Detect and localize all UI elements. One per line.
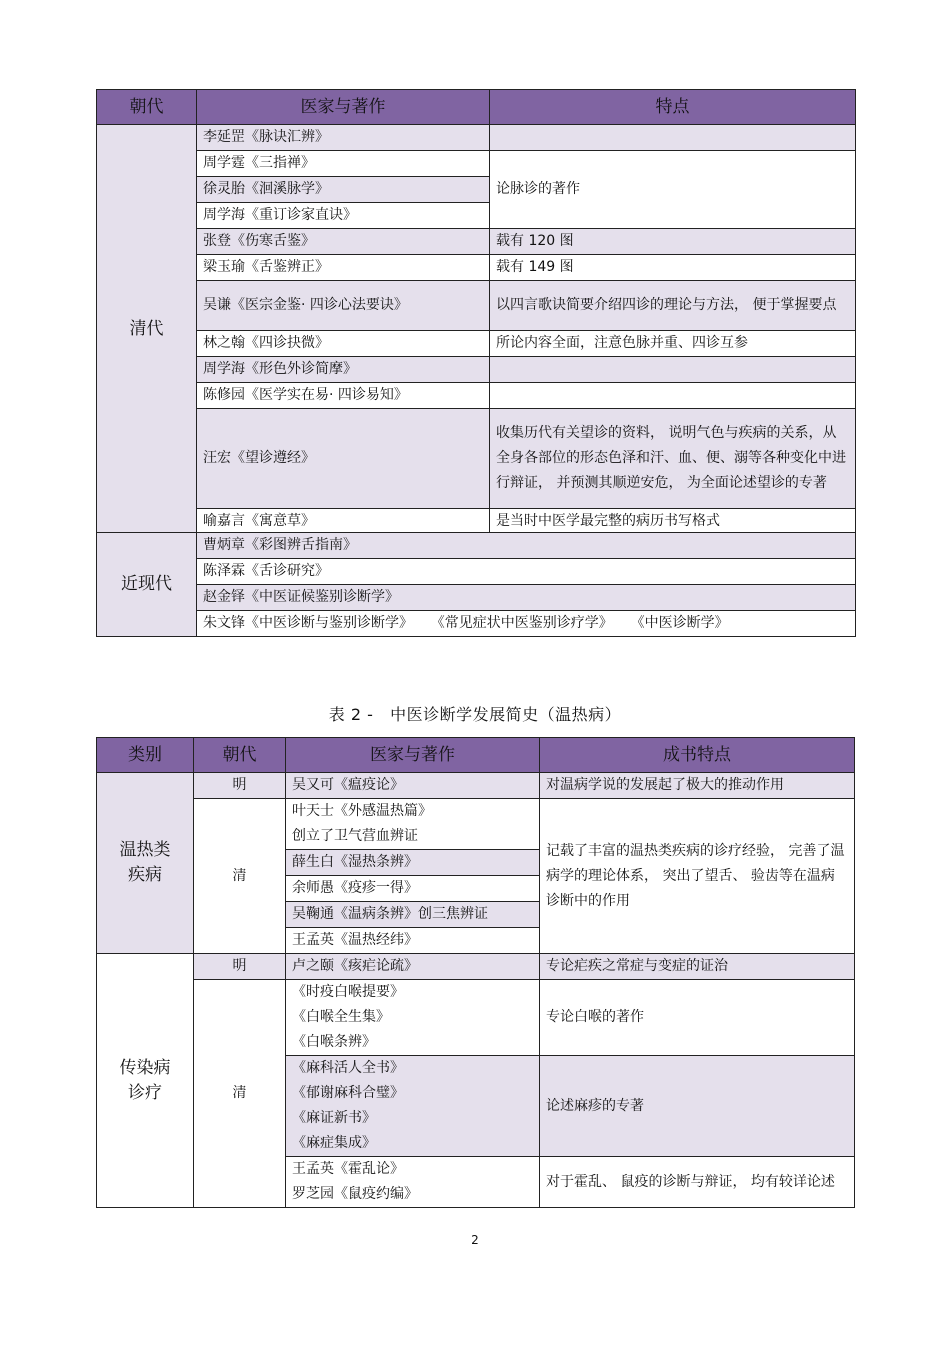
table-cell-feature: 对于霍乱、 鼠疫的诊断与辩证， 均有较详论述 [540,1157,855,1208]
table-cell-work: 周学海《形色外诊简摩》 [197,357,490,383]
table-cell-work: 吴谦《医宗金鉴· 四诊心法要诀》 [197,281,490,331]
dynasty-modern-cell: 近现代 [97,533,197,637]
table-cell-work: 张登《伤寒舌鉴》 [197,229,490,255]
header-book-features: 成书特点 [540,738,855,773]
table-cell-feature: 收集历代有关望诊的资料， 说明气色与疾病的关系，从全身各部位的形态色泽和汗、血、便、溺等各种变化中进行辩证， 并预测其顺逆安危， 为全面论述望诊的专著 [490,409,856,509]
table-cell-work: 余师愚《疫疹一得》 [286,876,540,902]
table-cell-work: 周学海《重订诊家直诀》 [197,203,490,229]
table-qing-modern [96,89,856,535]
table-cell-work-group [286,1157,540,1208]
table-cell-work: 薛生白《湿热条辨》 [286,850,540,876]
work-line: 《麻症集成》 [292,1135,376,1151]
category-warm-disease [97,773,194,954]
work-line: 罗芝园《鼠疫约编》 [292,1186,418,1202]
table2-header-row [97,738,855,773]
work-line: 《麻科活人全书》 [292,1060,404,1076]
table-cell-work: 喻嘉言《寓意草》 [197,509,490,535]
category-line: 温热类 [119,840,171,860]
work-line: 王孟英《霍乱论》 [292,1161,404,1177]
table-cell-feature-pulse: 论脉诊的著作 [490,151,856,229]
table-cell-work: 吴又可《瘟疫论》 [286,773,540,799]
category-line: 诊疗 [128,1082,162,1103]
header-dynasty: 朝代 [97,90,197,125]
table-cell-feature: 对温病学说的发展起了极大的推动作用 [540,773,855,799]
table-cell-feature: 论述麻疹的专著 [540,1056,855,1157]
table-cell-work: 李延罡《脉诀汇辨》 [197,125,490,151]
table-cell-work: 叶天士《外感温热篇》 [286,799,540,825]
table-cell-feature: 载有 120 图 [490,229,856,255]
dynasty-ming: 明 [194,954,286,980]
table-cell-feature [490,357,856,383]
table-cell-feature: 载有 149 图 [490,255,856,281]
table-cell-feature: 以四言歌诀简要介绍四诊的理论与方法， 便于掌握要点 [490,281,856,331]
table-cell-work: 曹炳章《彩图辨舌指南》 [197,533,856,559]
table-cell-work-group [286,1056,540,1157]
table-cell-feature: 记载了丰富的温热类疾病的诊疗经验， 完善了温病学的理论体系， 突出了望舌、 验齿等在温病诊断中的作用 [540,799,855,954]
dynasty-qing: 清 [194,980,286,1208]
dynasty-qing: 清代 [97,125,197,535]
work-line: 《郁谢麻科合璧》 [292,1085,404,1101]
category-line: 疾病 [128,865,162,885]
table-cell-feature: 所论内容全面，注意色脉并重、四诊互参 [490,331,856,357]
table2-caption: 表 2 - 中医诊断学发展简史（温热病） [328,705,622,724]
table-warm-disease [96,737,855,1208]
header-physician-works: 医家与著作 [197,90,490,125]
table-cell-feature: 专论白喉的著作 [540,980,855,1056]
table-cell-work: 林之翰《四诊抉微》 [197,331,490,357]
header-dynasty: 朝代 [194,738,286,773]
header-category: 类别 [97,738,194,773]
work-line: 《麻证新书》 [292,1110,376,1126]
table-cell-work: 陈修园《医学实在易· 四诊易知》 [197,383,490,409]
table1-header-row [97,90,856,125]
table-cell-work: 陈泽霖《舌诊研究》 [197,559,856,585]
header-physician-works: 医家与著作 [286,738,540,773]
table-cell-feature: 是当时中医学最完整的病历书写格式 [490,509,856,535]
table-cell-work: 王孟英《温热经纬》 [286,928,540,954]
table-modern [96,532,856,637]
table-cell-work: 汪宏《望诊遵经》 [197,409,490,509]
table-cell-work: 朱文锋《中医诊断与鉴别诊断学》 《常见症状中医鉴别诊疗学》 《中医诊断学》 [197,611,856,637]
table-cell-work: 徐灵胎《洄溪脉学》 [197,177,490,203]
table-cell-feature [490,125,856,151]
table-cell-work: 卢之颐《痎疟论疏》 [286,954,540,980]
header-features: 特点 [490,90,856,125]
dynasty-qing: 清 [194,799,286,954]
category-infectious [97,954,194,1208]
table-cell-feature [490,383,856,409]
table-cell-feature: 专论疟疾之常症与变症的证治 [540,954,855,980]
page-number: 2 [471,1233,479,1247]
work-line: 《白喉全生集》 [292,1009,390,1025]
table-cell-work: 赵金铎《中医证候鉴别诊断学》 [197,585,856,611]
work-line: 《白喉条辨》 [292,1034,376,1050]
work-line: 《时疫白喉提要》 [292,984,404,1000]
table-cell-work: 创立了卫气营血辨证 [286,824,540,850]
table-cell-work: 梁玉瑜《舌鉴辨正》 [197,255,490,281]
table-cell-work: 周学霆《三指禅》 [197,151,490,177]
dynasty-ming: 明 [194,773,286,799]
table-cell-work-group [286,980,540,1056]
category-line: 传染病 [119,1057,171,1078]
table-cell-work: 吴鞠通《温病条辨》创三焦辨证 [286,902,540,928]
